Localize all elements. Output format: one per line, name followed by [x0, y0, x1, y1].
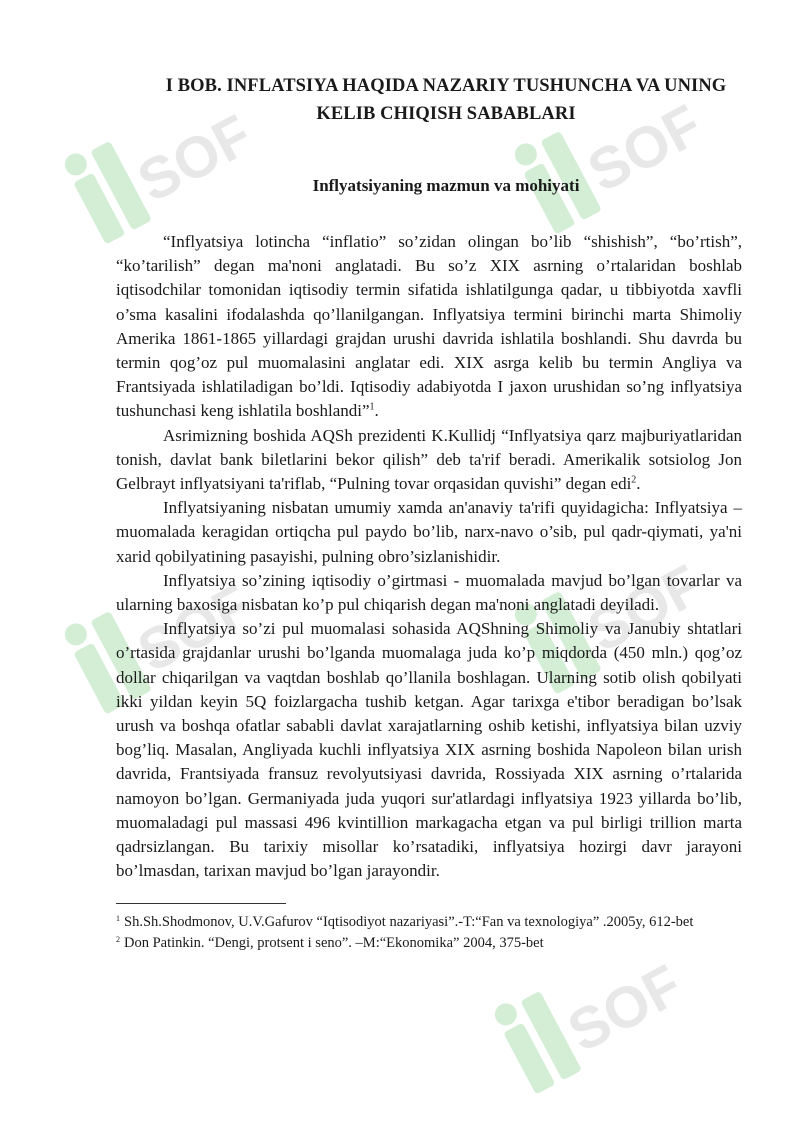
- chapter-title-line2: KELIB CHIQISH SABABLARI: [316, 104, 576, 124]
- footnote-text: Don Patinkin. “Dengi, protsent i seno”. –M:“Ekonomika” 2004, 375-bet: [124, 935, 544, 952]
- svg-text:SOFF: SOFF: [577, 534, 716, 665]
- paragraph-1: “Inflyatsiya lotincha “inflatio” so’zidan olingan bo’lib “shishish”, “bo’rtish”, “ko’tarilish” degan ma'noni anglatadi. Bu so’z XIX asrning o’rtalaridan boshlab iqtisodchilar tomonidan iqtisodiy termin sifatida ishlatilgunga qadar, u tibbiyotda xavfli o’sma kasalini ifodalashda qo’llanilgangan. Inflyatsiya termini birinchi marta Shimoliy Amerika 1861-1865 yillardagi grajdan urushi davrida ishlatila boshlandi. Shu davrda bu termin qog’oz pul muomalasini anglatar edi. XIX asrga kelib bu termin Angliya va Frantsiyada ishlatiladigan bo’ldi. Iqtisodiy adabiyotda I jaxon urushidan so’ng inflyatsiya tushunchasi keng ishlatila boshlandi”$^1$.: [116, 232, 742, 421]
- paragraph-2: Asrimizning boshida AQSh prezidenti K.Kullidj “Inflyatsiya qarz majburiyatlaridan tonish, davlat bank biletlarini bekor qilish” deb ta'rif beradi. Amerikalik sotsiolog Jon Gelbrayt inflyatsiyani ta'riflab, “Pulning tovar orqasidan quvishi” degan edi$^2$.: [116, 425, 742, 494]
- paragraph-text: Asrimizning boshida AQSh prezidenti K.Kullidj “Inflyatsiya qarz majburiyatlaridan tonish, davlat bank biletlarini bekor qilish” deb ta'rif beradi. Amerikalik sotsiolog Jon Gelbrayt inflyatsiyani ta'riflab, “Pulning tovar orqasidan quvishi” degan edi: [116, 425, 742, 494]
- paragraph-3: Inflyatsiyaning nisbatan umumiy xamda an'anaviy ta'rifi quyidagicha: Inflyatsiya – muomalada keragidan ortiqcha pul paydo bo’lib, narx-navo o’sib, pul qadr-qiymati, ya'ni xarid qobilyatining pasayishi, pulning obro’sizlanishidir.: [116, 498, 742, 566]
- chapter-title-line1: I BOB. INFLATSIYA HAQIDA NAZARIY TUSHUNCHA VA UNING: [165, 76, 727, 96]
- paragraph-5: Inflyatsiya so’zi pul muomalasi sohasida AQShning Shimoliy va Janubiy shtatlari o’rtasida grajdanlar urushi bo’lganda muomalaga juda ko’p miqdorda (450 mln.) qog’oz dollar chiqarilgan va vaqtdan boshlab qo’llanila boshlagan. Ularning sotib olish qobilyati ikki yildan keyin 5Q foizlargacha tushib ketgan. Agar tarixga e'tibor beradigan bo’lsak urush va boshqa ofatlar sababli davlat xarajatlarning oshib ketishi, inflyatsiya bilan uzviy bog’liq. Masalan, Angliyada kuchli inflyatsiya XIX asrning boshida Napoleon bilan urish davrida, Frantsiyada fransuz revolyutsiyasi davrida, Rossiyada XIX asrning o’rtalarida namoyon bo’lgan. Germaniyada juda yuqori sur'atlardagi inflyatsiya 1923 yillarda bo’lib, muomaladagi pul massasi 496 kvintillion markagacha etgan va pul birligi trillion marta qadrsizlangan. Bu tarixiy misollar ko’rsatadiki, inflyatsiya hozirgi davr jarayoni bo’lmasdan, tarixan mavjud bo’lgan jarayondir.: [116, 619, 742, 881]
- footnote-ref-2[interactable]: 2: [631, 474, 637, 486]
- paragraph-4: Inflyatsiya so’zining iqtisodiy o’girtmasi - muomalada mavjud bo’lgan tovarlar va ularning baxosiga nisbatan ko’p pul chiqarish degan ma'noni anglatadi deyiladi.: [116, 570, 742, 615]
- footnote-ref-1[interactable]: 1: [369, 401, 375, 413]
- svg-text:SOFF: SOFF: [577, 74, 716, 205]
- watermark-text: SOFF: [127, 84, 266, 215]
- paragraph-text: “Inflyatsiya lotincha “inflatio” so’zidan olingan bo’lib “shishish”, “bo’rtish”, “ko’tarilish” degan ma'noni anglatadi. Bu so’z XIX asrning o’rtalaridan boshlab iqtisodchilar tomonidan iqtisodiy termin sifatida ishlatilgunga qadar, u tibbiyotda xavfli o’sma kasalini ifodalashda qo’llanilgangan. Inflyatsiya termini birinchi marta Shimoliy Amerika 1861-1865 yillardagi grajdan urushi davrida ishlatila boshlandi. Shu davrda bu termin qog’oz pul muomalasini anglatar edi. XIX asrga kelib bu termin Angliya va Frantsiyada ishlatiladigan bo’ldi. Iqtisodiy adabiyotda I jaxon urushidan so’ng inflyatsiya tushunchasi keng ishlatila boshlandi”: [116, 232, 742, 421]
- footnote-1: [116, 913, 742, 932]
- svg-text:SOFF: SOFF: [127, 554, 266, 685]
- footnote-marker: 1: [116, 913, 120, 923]
- document-content: [116, 72, 742, 955]
- section-title: Inflyatsiyaning mazmun va mohiyati: [312, 176, 580, 195]
- footnote-2: [116, 934, 742, 953]
- chapter-title: [150, 72, 742, 128]
- footnote-divider: [116, 903, 286, 904]
- footnote-marker: 2: [116, 934, 120, 944]
- footnote-text: Sh.Sh.Shodmonov, U.V.Gafurov “Iqtisodiyot nazariyasi”.-T:“Fan va texnologiya” .2005y, 612-bet: [124, 914, 694, 931]
- svg-text:SOFF: SOFF: [557, 934, 696, 1065]
